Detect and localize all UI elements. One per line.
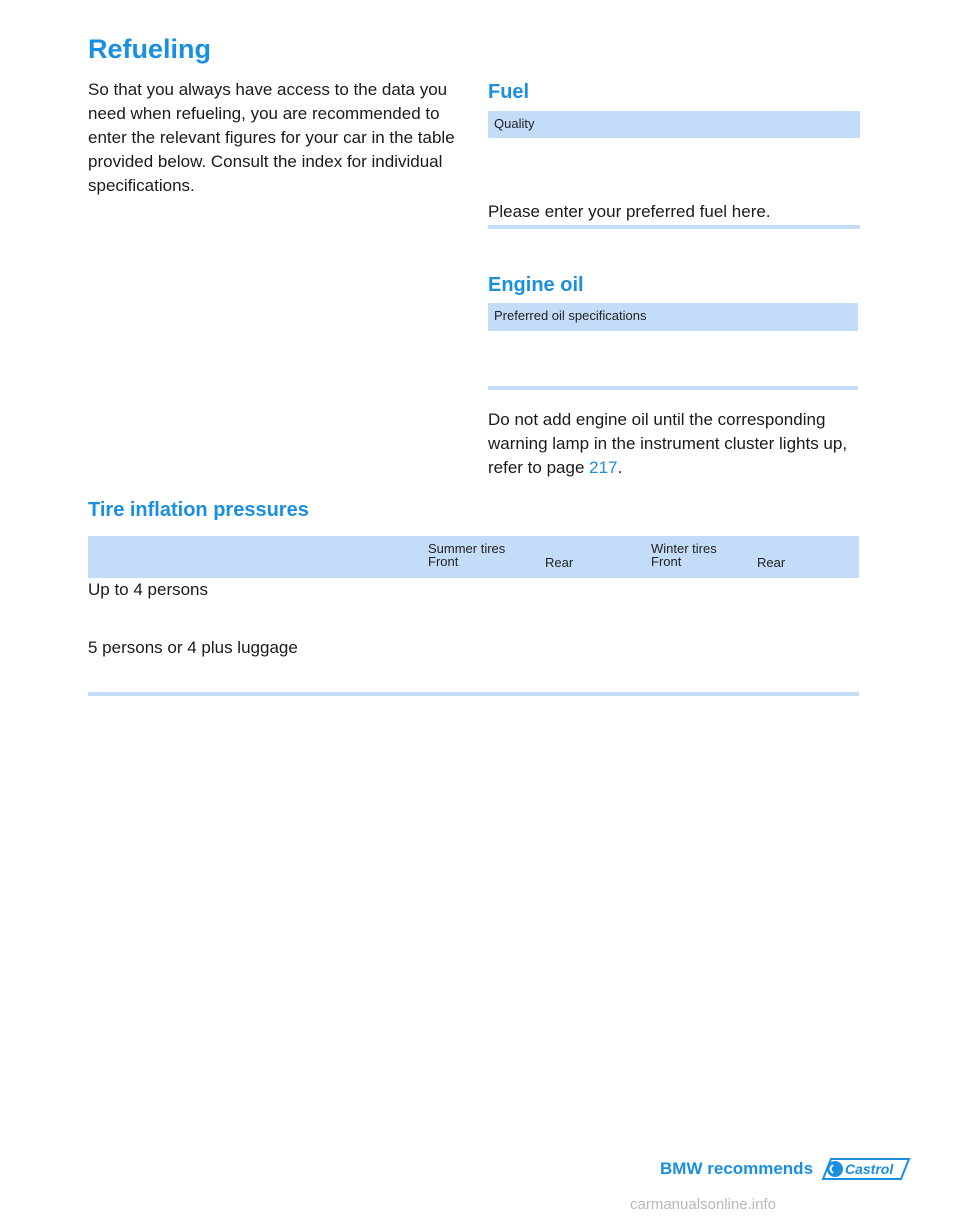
summer-tires-label: Summer tires	[428, 541, 506, 556]
fuel-heading: Fuel	[488, 81, 530, 103]
intro-text: So that you always have access to the data you need when refueling, you are recommended to enter the relevant figures for your car in the table provided below. Consult the index for individual specifications.	[88, 80, 455, 195]
oil-note-text: Do not add engine oil until the corresponding warning lamp in the instrument cluster lights up, refer to page	[488, 410, 848, 477]
fuel-rule	[488, 225, 860, 229]
castrol-logo-icon	[821, 1157, 911, 1181]
footer-text: BMW recommends	[660, 1159, 814, 1178]
table-row: 5 persons or 4 plus luggage	[88, 638, 298, 657]
oil-spec-bar	[488, 303, 858, 331]
tire-heading: Tire inflation pressures	[88, 499, 309, 521]
table-row: Up to 4 persons	[88, 580, 209, 599]
fuel-note: Please enter your preferred fuel here.	[488, 202, 771, 221]
page-title: Refueling	[88, 34, 212, 64]
engine-oil-heading: Engine oil	[488, 274, 584, 296]
oil-spec-label: Preferred oil specifications	[494, 308, 647, 323]
oil-rule	[488, 386, 858, 390]
fuel-quality-label: Quality	[494, 116, 535, 131]
oil-note-end: .	[617, 458, 623, 477]
castrol-logo-text: Castrol	[845, 1161, 894, 1177]
summer-front-label: Front	[428, 554, 459, 569]
fuel-quality-bar	[488, 111, 860, 138]
summer-rear-label: Rear	[545, 555, 574, 570]
winter-front-label: Front	[651, 554, 682, 569]
footer	[660, 1157, 911, 1181]
watermark: carmanualsonline.info	[630, 1196, 776, 1213]
tire-rule	[88, 692, 859, 696]
page-link[interactable]: 217	[589, 458, 618, 477]
winter-tires-label: Winter tires	[651, 541, 717, 556]
winter-rear-label: Rear	[757, 555, 786, 570]
oil-note	[488, 408, 862, 480]
